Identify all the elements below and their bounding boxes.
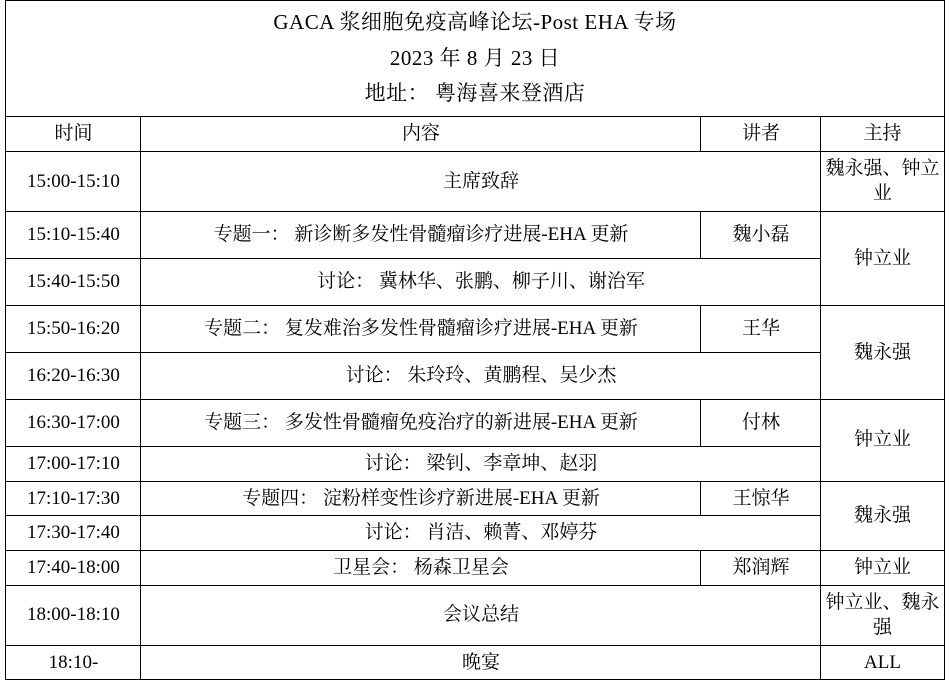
row-content: 专题一： 新诊断多发性骨髓瘤诊疗进展-EHA 更新 <box>141 211 701 258</box>
row-speaker: 郑润辉 <box>701 550 821 585</box>
column-header-row <box>6 117 944 152</box>
row-speaker: 王华 <box>701 305 821 352</box>
row-chair: 魏永强、钟立业 <box>821 151 944 211</box>
table-row <box>6 585 944 645</box>
row-content: 专题四： 淀粉样变性诊疗新进展-EHA 更新 <box>141 481 701 516</box>
row-time: 17:30-17:40 <box>6 516 141 551</box>
agenda-table <box>5 0 944 680</box>
row-time: 15:50-16:20 <box>6 305 141 352</box>
row-time: 15:00-15:10 <box>6 151 141 211</box>
row-content: 专题二： 复发难治多发性骨髓瘤诊疗进展-EHA 更新 <box>141 305 701 352</box>
table-row <box>6 550 944 585</box>
column-header-content: 内容 <box>141 117 701 152</box>
table-row <box>6 305 944 352</box>
header-row <box>6 1 944 117</box>
header-line-3: 地址： 粤海喜来登酒店 <box>364 81 586 106</box>
row-content: 讨论： 梁钊、李章坤、赵羽 <box>141 446 821 481</box>
header-line-1: GACA 浆细胞免疫高峰论坛-Post EHA 专场 <box>273 10 677 34</box>
row-chair: 钟立业 <box>821 211 944 305</box>
table-row <box>6 481 944 516</box>
column-header-speaker: 讲者 <box>701 117 821 152</box>
row-content: 晚宴 <box>141 645 821 680</box>
row-chair: 钟立业、魏永强 <box>821 585 944 645</box>
column-header-chair: 主持 <box>821 117 944 152</box>
row-chair: 钟立业 <box>821 550 944 585</box>
table-row <box>6 258 944 305</box>
row-chair: ALL <box>821 645 944 680</box>
row-time: 17:40-18:00 <box>6 550 141 585</box>
table-row <box>6 151 944 211</box>
row-content: 卫星会： 杨森卫星会 <box>141 550 701 585</box>
table-row <box>6 211 944 258</box>
row-chair: 钟立业 <box>821 399 944 481</box>
table-row <box>6 352 944 399</box>
row-time: 16:20-16:30 <box>6 352 141 399</box>
row-content: 专题三： 多发性骨髓瘤免疫治疗的新进展-EHA 更新 <box>141 399 701 446</box>
table-row <box>6 446 944 481</box>
row-content: 讨论： 肖洁、赖菁、邓婷芬 <box>141 516 821 551</box>
header-line-2: 2023 年 8 月 23 日 <box>389 45 561 70</box>
row-time: 17:00-17:10 <box>6 446 141 481</box>
row-time: 16:30-17:00 <box>6 399 141 446</box>
row-content: 主席致辞 <box>141 151 821 211</box>
row-time: 18:00-18:10 <box>6 585 141 645</box>
column-header-time: 时间 <box>6 117 141 152</box>
row-chair: 魏永强 <box>821 481 944 550</box>
row-time: 17:10-17:30 <box>6 481 141 516</box>
document-header <box>6 1 944 117</box>
row-time: 15:40-15:50 <box>6 258 141 305</box>
row-content: 讨论： 冀林华、张鹏、柳子川、谢治军 <box>141 258 821 305</box>
row-speaker: 魏小磊 <box>701 211 821 258</box>
table-row <box>6 399 944 446</box>
table-row <box>6 516 944 551</box>
row-chair: 魏永强 <box>821 305 944 399</box>
row-time: 18:10- <box>6 645 141 680</box>
row-time: 15:10-15:40 <box>6 211 141 258</box>
table-row <box>6 645 944 680</box>
row-content: 讨论： 朱玲玲、黄鹏程、吴少杰 <box>141 352 821 399</box>
row-speaker: 付林 <box>701 399 821 446</box>
row-content: 会议总结 <box>141 585 821 645</box>
row-speaker: 王惊华 <box>701 481 821 516</box>
